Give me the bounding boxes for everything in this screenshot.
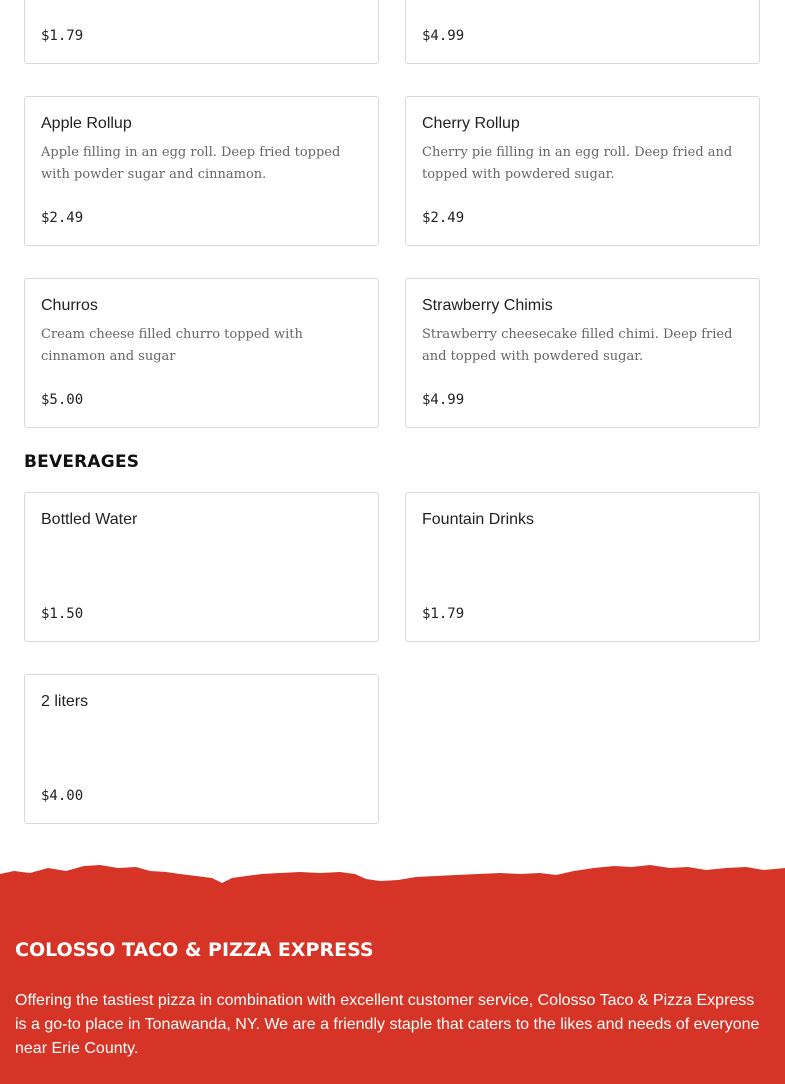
menu-item-price: $4.00: [41, 788, 84, 804]
menu-item-card-apple-rollup[interactable]: [24, 96, 379, 246]
menu-item-price: $1.79: [422, 606, 465, 622]
menu-item-card[interactable]: [24, 0, 379, 64]
menu-item-description: Strawberry cheesecake filled chimi. Deep fried and topped with powdered sugar.: [422, 327, 733, 364]
menu-item-name: Bottled Water: [41, 511, 138, 528]
footer-description: Offering the tastiest pizza in combination with excellent customer service, Colosso Taco & Pizza Express is a go-to place in Tonawanda, NY. We are a friendly staple that caters to the likes and needs of everyone near Erie County.: [15, 992, 760, 1057]
menu-item-name: Fountain Drinks: [422, 511, 535, 528]
menu-item-price: $4.99: [422, 28, 465, 44]
menu-item-card-strawberry-chimis[interactable]: [405, 278, 760, 428]
menu-item-price: $1.79: [41, 28, 84, 44]
menu-item-price: $2.49: [41, 210, 84, 226]
menu-item-name: 2 liters: [41, 693, 89, 710]
footer-title: COLOSSO TACO & PIZZA EXPRESS: [15, 939, 374, 961]
menu-item-price: $2.49: [422, 210, 465, 226]
menu-item-card[interactable]: [405, 0, 760, 64]
site-footer: [0, 862, 785, 1084]
menu-item-card-cherry-rollup[interactable]: [405, 96, 760, 246]
menu-item-price: $1.50: [41, 606, 84, 622]
menu-item-price: $4.99: [422, 392, 465, 408]
menu-item-description: Cream cheese filled churro topped with cinnamon and sugar: [41, 327, 303, 364]
section-title-beverages: BEVERAGES: [24, 452, 140, 472]
menu-item-card-fountain-drinks[interactable]: [405, 492, 760, 642]
menu-item-name: Churros: [41, 297, 98, 314]
menu-item-price: $5.00: [41, 392, 84, 408]
menu-item-description: Apple filling in an egg roll. Deep fried topped with powder sugar and cinnamon.: [41, 145, 341, 182]
menu-item-name: Apple Rollup: [41, 115, 132, 132]
menu-item-card-2-liters[interactable]: [24, 674, 379, 824]
menu-item-card-churros[interactable]: [24, 278, 379, 428]
menu-item-card-bottled-water[interactable]: [24, 492, 379, 642]
menu-item-name: Strawberry Chimis: [422, 297, 553, 314]
menu-item-name: Cherry Rollup: [422, 115, 520, 132]
menu-item-description: Cherry pie filling in an egg roll. Deep fried and topped with powdered sugar.: [422, 145, 733, 182]
